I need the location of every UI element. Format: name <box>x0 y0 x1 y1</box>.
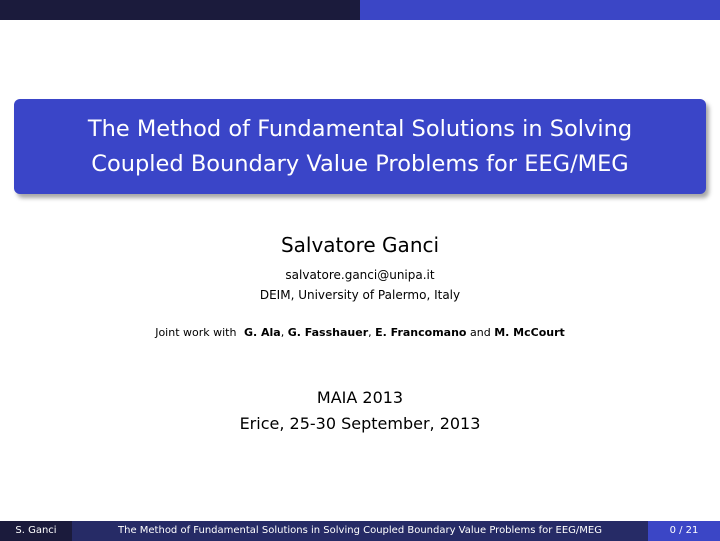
joint-work-line <box>0 325 720 341</box>
title-line-2: Coupled Boundary Value Problems for EEG/MEG <box>91 150 629 177</box>
author-affiliation: DEIM, University of Palermo, Italy <box>259 288 461 302</box>
footer-page-number: 0 / 21 <box>648 521 720 541</box>
footer-title: The Method of Fundamental Solutions in Solving Coupled Boundary Value Problems for EEG/MEG <box>72 521 648 541</box>
coauthor-4: M. McCourt <box>494 326 565 339</box>
coauthor-separator: , <box>280 326 288 339</box>
author-name: Salvatore Ganci <box>280 233 440 257</box>
top-bar-left-segment <box>0 0 360 20</box>
coauthor-1: G. Ala <box>243 326 281 339</box>
top-bar-right-segment <box>360 0 720 20</box>
author-email: salvatore.ganci@unipa.it <box>285 268 435 282</box>
coauthor-2: G. Fasshauer <box>287 326 369 339</box>
conference-location-date: Erice, 25-30 September, 2013 <box>239 414 481 433</box>
footer-author: S. Ganci <box>0 521 72 541</box>
top-navigation-bar <box>0 0 720 20</box>
coauthor-and: and <box>466 326 495 339</box>
footer-bar <box>0 521 720 541</box>
title-line-1: The Method of Fundamental Solutions in Solving <box>87 115 633 142</box>
coauthor-separator: , <box>368 326 376 339</box>
joint-prefix: Joint work with <box>155 326 237 339</box>
coauthor-3: E. Francomano <box>375 326 467 339</box>
title-box <box>14 99 706 194</box>
conference-name: MAIA 2013 <box>316 388 404 407</box>
